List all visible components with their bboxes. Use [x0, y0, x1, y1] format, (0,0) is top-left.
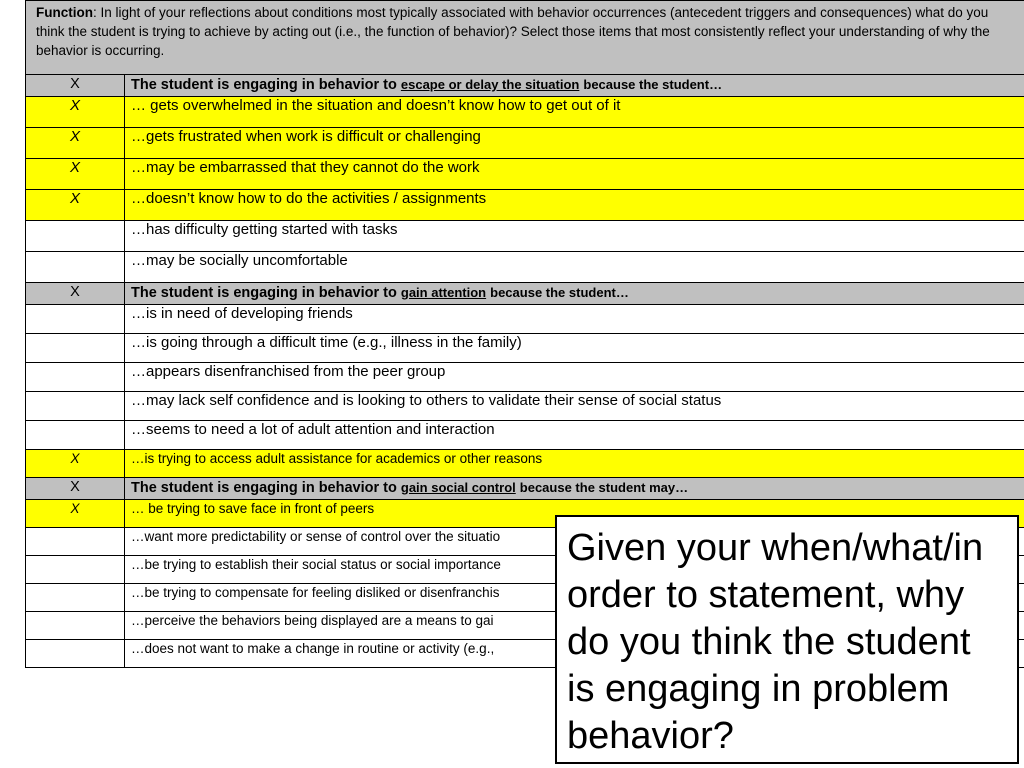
- item-text: …want more predictability or sense of control over the situatio: [125, 528, 1024, 556]
- item-text: …gets frustrated when work is difficult or challenging: [125, 128, 1024, 159]
- item-mark[interactable]: [26, 421, 125, 450]
- item-text: …is in need of developing friends: [125, 305, 1024, 334]
- item-mark[interactable]: [26, 305, 125, 334]
- item-text: …may lack self confidence and is looking to others to validate their sense of social status: [125, 392, 1024, 421]
- item-mark[interactable]: [26, 363, 125, 392]
- item-mark[interactable]: X: [26, 500, 125, 528]
- section-mark[interactable]: X: [26, 75, 125, 97]
- item-mark[interactable]: X: [26, 159, 125, 190]
- item-mark[interactable]: X: [26, 128, 125, 159]
- table-row: [26, 450, 1024, 478]
- callout-text: Given your when/what/in order to statement, why do you think the student is engaging in problem behavior?: [567, 527, 984, 757]
- item-mark[interactable]: X: [26, 450, 125, 478]
- item-mark[interactable]: [26, 612, 125, 640]
- item-text: …be trying to establish their social status or social importance: [125, 556, 1024, 584]
- section-title: The student is engaging in behavior to: [131, 480, 397, 496]
- item-mark[interactable]: [26, 392, 125, 421]
- item-text: …be trying to compensate for feeling disliked or disenfranchis: [125, 584, 1024, 612]
- item-text: …perceive the behaviors being displayed are a means to gai: [125, 612, 1024, 640]
- item-mark[interactable]: [26, 556, 125, 584]
- table-row: [26, 128, 1024, 159]
- intro-lead: Function: [36, 5, 93, 20]
- table-row: [26, 97, 1024, 128]
- section-tail: because the student…: [490, 285, 629, 300]
- table-row: [26, 190, 1024, 221]
- item-text: …does not want to make a change in routine or activity (e.g.,: [125, 640, 1024, 668]
- item-text: … be trying to save face in front of peers: [125, 500, 1024, 528]
- section-key: gain social control: [400, 480, 516, 495]
- intro-text: In light of your reflections about conditions most typically associated with behavior occurrences (antecedent triggers and consequences) what do you think the student is trying to achieve by acting out (i.e., the function of behavior)? Select those items that most consistently reflect your understanding of why the behavior is occurring.: [36, 5, 990, 58]
- section-title-cell: [125, 283, 1024, 305]
- item-mark[interactable]: [26, 221, 125, 252]
- item-mark[interactable]: [26, 584, 125, 612]
- section-header-social-control: [26, 478, 1024, 500]
- table-row: [26, 221, 1024, 252]
- item-text: …appears disenfranchised from the peer group: [125, 363, 1024, 392]
- item-text: …may be socially uncomfortable: [125, 252, 1024, 283]
- table-row: [26, 363, 1024, 392]
- table-row: [26, 421, 1024, 450]
- section-header-escape: [26, 75, 1024, 97]
- section-title: The student is engaging in behavior to: [131, 285, 397, 301]
- item-mark[interactable]: [26, 640, 125, 668]
- intro-separator: :: [93, 5, 101, 20]
- section-title: The student is engaging in behavior to: [131, 77, 397, 93]
- section-title-cell: [125, 478, 1024, 500]
- section-key: escape or delay the situation: [400, 77, 580, 92]
- item-text: …is trying to access adult assistance for academics or other reasons: [125, 450, 1024, 478]
- section-tail: because the student may…: [519, 480, 689, 495]
- item-text: …seems to need a lot of adult attention and interaction: [125, 421, 1024, 450]
- section-title-cell: [125, 75, 1024, 97]
- item-text: …may be embarrassed that they cannot do the work: [125, 159, 1024, 190]
- section-mark[interactable]: X: [26, 283, 125, 305]
- section-tail: because the student…: [583, 77, 723, 92]
- table-row: [26, 252, 1024, 283]
- table-row: [26, 392, 1024, 421]
- item-text: …doesn’t know how to do the activities / assignments: [125, 190, 1024, 221]
- item-text: … gets overwhelmed in the situation and doesn’t know how to get out of it: [125, 97, 1024, 128]
- table-row: [26, 334, 1024, 363]
- intro-cell: [26, 1, 1024, 75]
- item-text: …is going through a difficult time (e.g., illness in the family): [125, 334, 1024, 363]
- section-mark[interactable]: X: [26, 478, 125, 500]
- table-row: [26, 159, 1024, 190]
- table-row: [26, 305, 1024, 334]
- item-text: …has difficulty getting started with tasks: [125, 221, 1024, 252]
- intro-row: [26, 1, 1024, 75]
- item-mark[interactable]: X: [26, 97, 125, 128]
- item-mark[interactable]: [26, 252, 125, 283]
- item-mark[interactable]: [26, 528, 125, 556]
- callout-box: [555, 515, 1019, 764]
- section-key: gain attention: [400, 285, 487, 300]
- section-header-attention: [26, 283, 1024, 305]
- item-mark[interactable]: X: [26, 190, 125, 221]
- item-mark[interactable]: [26, 334, 125, 363]
